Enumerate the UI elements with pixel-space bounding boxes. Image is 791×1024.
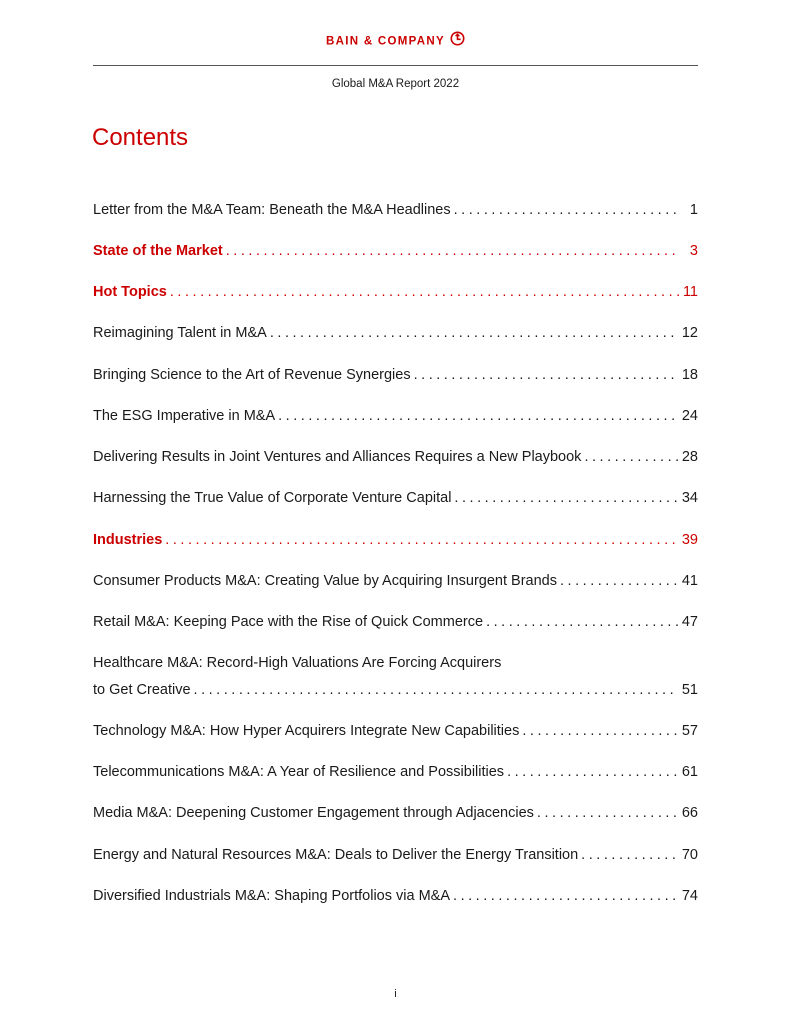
toc-entry[interactable] — [93, 887, 698, 906]
report-title: Global M&A Report 2022 — [331, 78, 460, 90]
toc-entry-page: 1 — [689, 202, 698, 218]
dot-leader — [584, 448, 677, 467]
dot-leader — [278, 407, 678, 426]
toc-entry-title: Telecommunications M&A: A Year of Resilience and Possibilities — [93, 764, 505, 780]
toc-entry-page: 24 — [681, 408, 698, 424]
dot-leader — [507, 763, 678, 782]
page-number: i — [394, 988, 397, 1000]
toc-entry[interactable] — [93, 763, 698, 782]
dot-leader — [165, 531, 678, 550]
contents-heading: Contents — [92, 124, 189, 151]
toc-entry-title: Delivering Results in Joint Ventures and Alliances Requires a New Playbook — [93, 449, 582, 465]
toc-entry[interactable] — [93, 324, 698, 343]
toc-entry[interactable] — [93, 804, 698, 823]
toc-section-entry[interactable] — [93, 283, 698, 302]
toc-entry-page: 66 — [681, 805, 698, 821]
toc-entry-page: 47 — [681, 614, 698, 630]
brand-name: BAIN & COMPANY — [326, 35, 445, 48]
toc-entry-page: 3 — [689, 243, 698, 259]
dot-leader — [170, 283, 679, 302]
dot-leader — [226, 242, 680, 261]
toc-entry-title: Diversified Industrials M&A: Shaping Portfolios via M&A — [93, 888, 451, 904]
toc-entry-page: 41 — [681, 573, 698, 589]
toc-entry-title: Bringing Science to the Art of Revenue Synergies — [93, 367, 411, 383]
toc-entry-page: 12 — [681, 325, 698, 341]
dot-leader — [454, 489, 677, 508]
toc-entry-title: Consumer Products M&A: Creating Value by Acquiring Insurgent Brands — [93, 573, 557, 589]
toc-entry-page: 70 — [681, 847, 698, 863]
toc-entry-title: to Get Creative — [93, 682, 191, 698]
dot-leader — [486, 613, 678, 632]
toc-section-entry[interactable] — [93, 531, 698, 550]
toc-entry-multiline[interactable] — [93, 654, 698, 700]
toc-section-entry[interactable] — [93, 242, 698, 261]
toc-entry-title-line1: Healthcare M&A: Record-High Valuations Are Forcing Acquirers — [93, 655, 502, 671]
toc-entry[interactable] — [93, 572, 698, 591]
toc-entry-title: Retail M&A: Keeping Pace with the Rise of Quick Commerce — [93, 614, 484, 630]
toc-entry[interactable] — [93, 201, 698, 220]
toc-entry-page: 74 — [681, 888, 698, 904]
toc-entry-title: State of the Market — [93, 243, 223, 259]
toc-entry-page: 18 — [681, 367, 698, 383]
header-divider — [93, 65, 698, 66]
toc-entry-page: 11 — [682, 284, 698, 300]
toc-entry-title: Media M&A: Deepening Customer Engagement through Adjacencies — [93, 805, 534, 821]
toc-entry-title: Industries — [93, 532, 163, 548]
toc-entry-page: 61 — [681, 764, 698, 780]
toc-entry[interactable] — [93, 448, 698, 467]
toc-entry-page: 39 — [681, 532, 698, 548]
dot-leader — [194, 681, 678, 700]
toc-entry[interactable] — [93, 846, 698, 865]
dot-leader — [581, 846, 678, 865]
toc-entry-title: Energy and Natural Resources M&A: Deals to Deliver the Energy Transition — [93, 847, 579, 863]
brand-header — [0, 34, 791, 49]
dot-leader — [560, 572, 678, 591]
toc-entry-title: Technology M&A: How Hyper Acquirers Integrate New Capabilities — [93, 723, 520, 739]
toc-entry-page: 28 — [681, 449, 698, 465]
toc-entry[interactable] — [93, 407, 698, 426]
toc-entry[interactable] — [93, 489, 698, 508]
toc-entry-page: 51 — [681, 682, 698, 698]
toc-entry-title: Harnessing the True Value of Corporate Venture Capital — [93, 490, 452, 506]
toc-entry-title: Letter from the M&A Team: Beneath the M&A Headlines — [93, 202, 451, 218]
dot-leader — [537, 804, 678, 823]
toc-entry[interactable] — [93, 366, 698, 385]
toc-entry-page: 34 — [681, 490, 698, 506]
toc-entry[interactable] — [93, 722, 698, 741]
dot-leader — [522, 722, 678, 741]
toc-entry-title: The ESG Imperative in M&A — [93, 408, 276, 424]
toc-entry[interactable] — [93, 613, 698, 632]
dot-leader — [414, 366, 678, 385]
dot-leader — [454, 201, 680, 220]
dot-leader — [453, 887, 678, 906]
circled-arrow-logo-icon — [450, 31, 465, 49]
toc-entry-title: Reimagining Talent in M&A — [93, 325, 267, 341]
toc-entry-title: Hot Topics — [93, 284, 167, 300]
dot-leader — [270, 324, 678, 343]
toc-entry-page: 57 — [681, 723, 698, 739]
